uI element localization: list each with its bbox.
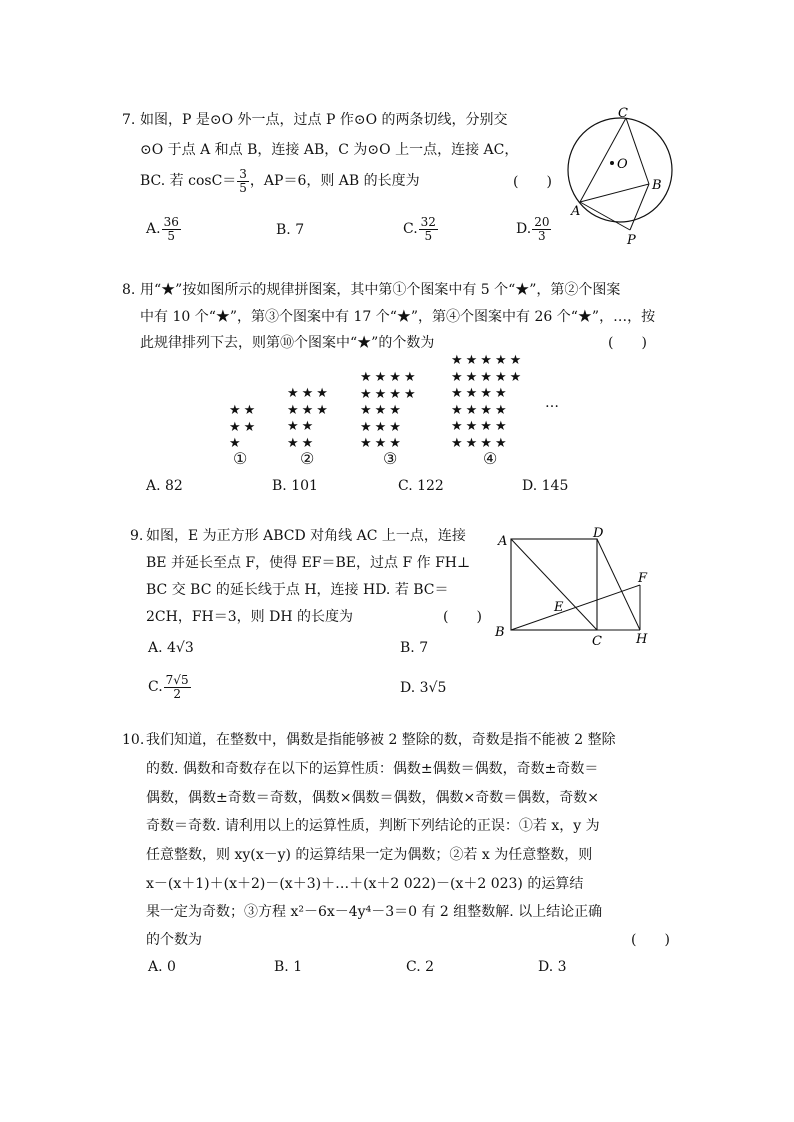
star-pattern-4: ★★★★★ ★★★★★ ★★★★ ★★★★ ★★★★ ★★★★ (451, 353, 525, 451)
label-d: D (593, 526, 604, 541)
pattern-label-2: ② (300, 449, 315, 468)
question-text-line: 的数. 偶数和奇数存在以下的运算性质：偶数±偶数＝偶数，奇数±奇数＝ (146, 761, 599, 777)
segment-bc (626, 118, 649, 184)
text-segment: ，AP＝6，则 AB 的长度为 (249, 173, 420, 189)
question-number: 7. (122, 112, 136, 128)
pattern-label-4: ④ (483, 449, 498, 468)
fraction (162, 216, 181, 243)
answer-paren: ( ) (513, 174, 552, 190)
pattern-ellipsis: … (545, 395, 559, 411)
option-b: B. 7 (400, 640, 429, 656)
label-a: A (498, 534, 508, 549)
fraction-numerator: 36 (163, 214, 179, 229)
question-number: 9. (130, 528, 144, 544)
question-text-line: ⊙O 于点 A 和点 B，连接 AB，C 为⊙O 上一点，连接 AC， (140, 142, 519, 158)
option-a (146, 214, 182, 244)
option-d (516, 214, 552, 244)
fraction-numerator: 32 (420, 214, 436, 229)
question-text-line: 的个数为 (146, 932, 202, 948)
square-figure (490, 525, 660, 650)
question-text-line: 任意整数，则 xy(x－y) 的运算结果一定为偶数；②若 x 为任意整数，则 (146, 847, 593, 863)
question-text-line: 偶数，偶数±奇数＝奇数，偶数×偶数＝偶数，偶数×奇数＝偶数，奇数× (146, 790, 599, 806)
answer-paren: ( ) (608, 335, 647, 351)
fraction (237, 168, 249, 195)
option-b: B. 101 (272, 478, 318, 494)
question-text-line: 如图，P 是⊙O 外一点，过点 P 作⊙O 的两条切线，分别交 (140, 112, 508, 128)
label-e: E (554, 600, 564, 615)
fraction-denominator: 5 (239, 180, 247, 195)
option-d: D. 145 (522, 478, 569, 494)
pattern-label-3: ③ (383, 449, 398, 468)
question-text-line: 我们知道，在整数中，偶数是指能够被 2 整除的数，奇数是指不能被 2 整除 (146, 732, 616, 748)
option-c: C. 122 (398, 478, 444, 494)
option-d: D. 3√5 (400, 680, 447, 696)
fraction (164, 674, 191, 701)
segment-bf (511, 585, 640, 630)
question-number: 8. (122, 282, 136, 298)
label-p: P (627, 233, 636, 248)
question-text-line: 2CH，FH＝3，则 DH 的长度为 (146, 609, 353, 625)
question-text-line: 用“★”按如图所示的规律拼图案，其中第①个图案中有 5 个“★”，第②个图案 (140, 282, 621, 298)
fraction-denominator: 3 (538, 228, 546, 243)
question-number: 10. (122, 732, 145, 748)
segment-dh (597, 539, 640, 630)
option-d: D. 3 (538, 959, 567, 975)
option-a: A. 4√3 (148, 640, 194, 656)
center-point (610, 161, 614, 165)
option-label: C. (148, 679, 163, 695)
star-pattern-3: ★★★★ ★★★★ ★★★ ★★★ ★★★ (360, 370, 419, 451)
label-c: C (618, 106, 628, 121)
label-b: B (495, 625, 505, 640)
segment-ab (580, 184, 649, 202)
tangent-pa (580, 202, 630, 230)
question-text-line: 奇数＝奇数. 请利用以上的运算性质，判断下列结论的正误：①若 x，y 为 (146, 818, 600, 834)
question-text-line: 果一定为奇数；③方程 x²－6x－4y⁴－3＝0 有 2 组整数解. 以上结论正确 (146, 904, 603, 920)
option-label: D. (516, 221, 532, 237)
label-c: C (592, 634, 602, 649)
answer-paren: ( ) (443, 609, 482, 625)
option-c (148, 670, 192, 704)
fraction-denominator: 2 (173, 686, 181, 701)
option-b: B. 7 (276, 222, 305, 238)
star-pattern-1: ★★ ★★ ★ (229, 403, 259, 451)
option-a: A. 0 (148, 959, 176, 975)
question-text-line: BC 交 BC 的延长线于点 H，连接 HD. 若 BC＝ (146, 582, 449, 598)
option-c: C. 2 (406, 959, 435, 975)
diagonal-ac (511, 539, 597, 630)
circle-tangent-figure (560, 105, 680, 250)
fraction-numerator: 7√5 (165, 672, 189, 687)
question-text-line: 此规律排列下去，则第⑩个图案中“★”的个数为 (140, 335, 435, 351)
question-text-line: x－(x＋1)＋(x＋2)－(x＋3)＋…＋(x＋2 022)－(x＋2 023) 的运算结 (146, 876, 584, 892)
label-a: A (571, 204, 581, 219)
fraction-denominator: 5 (424, 228, 433, 243)
label-f: F (638, 571, 648, 586)
question-text-line (140, 166, 420, 196)
label-o: O (617, 157, 628, 172)
fraction-denominator: 5 (167, 228, 176, 243)
text-segment: BC. 若 cosC＝ (140, 173, 237, 189)
question-text-line: BE 并延长至点 F，使得 EF＝BE，过点 F 作 FH⊥ (146, 555, 471, 571)
option-label: A. (146, 221, 161, 237)
fraction-numerator: 20 (534, 214, 550, 229)
option-b: B. 1 (274, 959, 303, 975)
fraction (532, 216, 551, 243)
answer-paren: ( ) (631, 932, 670, 948)
star-pattern-2: ★★★ ★★★ ★★ ★★ (287, 386, 331, 451)
option-label: C. (403, 221, 418, 237)
fraction (419, 216, 438, 243)
label-h: H (636, 632, 648, 647)
option-c (403, 214, 439, 244)
question-text-line: 如图，E 为正方形 ABCD 对角线 AC 上一点，连接 (146, 528, 466, 544)
pattern-label-1: ① (233, 449, 248, 468)
label-b: B (652, 178, 662, 193)
fraction-numerator: 3 (239, 166, 247, 181)
option-a: A. 82 (146, 478, 183, 494)
question-text-line: 中有 10 个“★”，第③个图案中有 17 个“★”，第④个图案中有 26 个“★”，…，按 (140, 309, 656, 325)
tangent-pb (630, 184, 649, 230)
